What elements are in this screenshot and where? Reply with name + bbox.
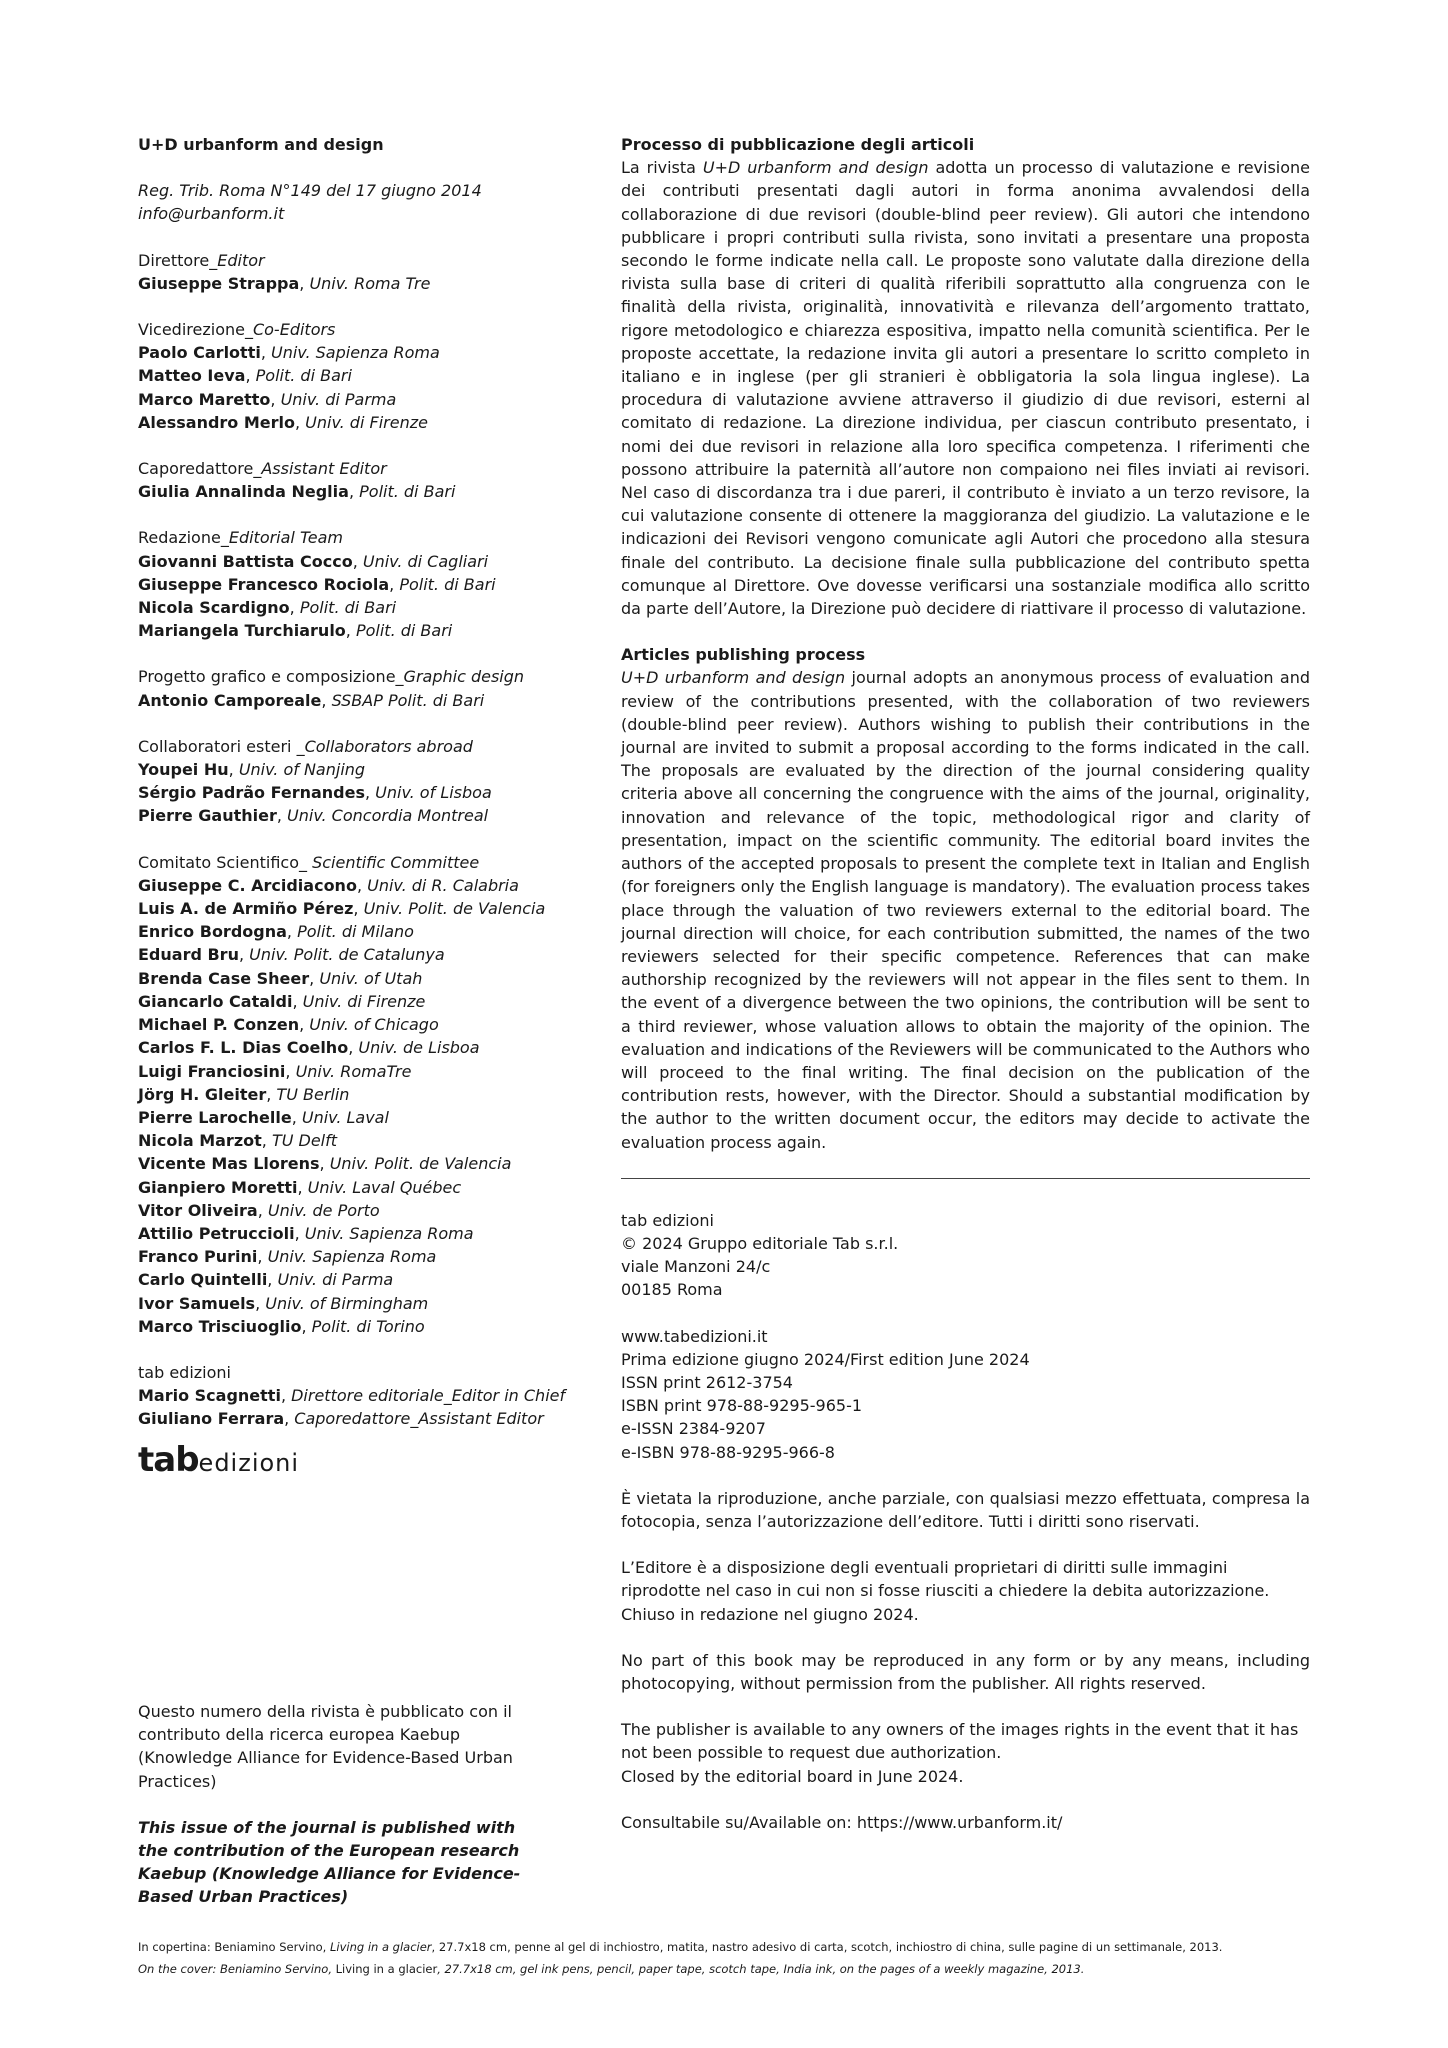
person-affiliation: Univ. di Cagliari [362,551,489,571]
person-entry [138,388,578,411]
separator: , [299,273,310,293]
section-title-it: Redazione_ [138,528,229,548]
spacer [138,503,578,526]
text-span: In copertina: Beniamino Servino, [138,1940,330,1954]
person-affiliation: TU Delft [271,1131,338,1151]
person-name: Sérgio Padrão Fernandes [138,783,365,803]
person-entry [138,1036,578,1059]
person-name: Ivor Samuels [138,1293,256,1313]
person-name: Carlos F. L. Dias Coelho [138,1038,349,1058]
person-affiliation: Polit. di Bari [399,574,496,594]
available-link[interactable]: Consultabile su/Available on: https://www.urbanform.it/ [621,1812,1063,1832]
rights-it: È vietata la riproduzione, anche parziale, con qualsiasi mezzo effettuata, compresa la fotocopia, senza l’autorizzazione dell’editore. Tutti i diritti sono riservati. [621,1488,1310,1531]
section-title-it: Progetto grafico e composizione_ [138,667,404,687]
spacer [138,712,578,735]
section-title-en: Editor [217,250,265,270]
artwork-title: Living in a glacier [329,1940,432,1954]
registration: Reg. Trib. Roma N°149 del 17 giugno 2014 [138,181,482,201]
text-span: On the cover: Beniamino Servino, [138,1962,336,1976]
rights-en: No part of this book may be reproduced in any form or by any means, including photocopying, without permission from the publisher. All rights reserved. [621,1650,1310,1693]
person-entry [138,1245,578,1268]
tab-edizioni-logo [138,1439,578,1480]
person-entry [138,804,578,827]
section-title [138,318,578,341]
section-title-en: Collaborators abroad [304,736,473,756]
logo-edizioni: edizioni [198,1448,300,1477]
info-line: viale Manzoni 24/c [621,1257,771,1277]
person-entry [138,874,578,897]
separator: , [309,968,320,988]
section-title-it: Direttore_ [138,250,218,270]
person-affiliation: TU Berlin [276,1084,350,1104]
info-line: tab edizioni [621,1210,714,1230]
separator: , [353,899,364,919]
person-name: Giuseppe C. Arcidiacono [138,875,357,895]
person-name: Nicola Scardigno [138,598,290,618]
separator: , [285,1061,296,1081]
person-name: Matteo Ieva [138,366,246,386]
person-name: Alessandro Merlo [138,412,295,432]
separator: , [321,690,332,710]
person-entry [138,480,578,503]
info-line: e-ISSN 2384-9207 [621,1419,766,1439]
person-affiliation: Univ. of Utah [319,968,423,988]
person-entry [138,1106,578,1129]
text-span: , 27.7x18 cm, gel ink pens, pencil, paper tape, scotch tape, India ink, on the pages of a weekly magazine, 2013. [437,1962,1085,1976]
person-affiliation: Polit. di Bari [255,366,352,386]
person-name: Gianpiero Moretti [138,1177,298,1197]
person-affiliation: Polit. di Bari [359,482,456,502]
publishing-column [621,133,1310,1834]
person-name: Vicente Mas Llorens [138,1154,320,1174]
info-line: ISSN print 2612-3754 [621,1372,793,1392]
info-line: L’Editore è a disposizione degli eventuali proprietari di diritti sulle immagini riprodotte nel caso in cui non si fosse riusciti a chiedere la debita autorizzazione. [621,1558,1270,1601]
person-name: Carlo Quintelli [138,1270,268,1290]
info-line: e-ISBN 978-88-9295-966-8 [621,1442,835,1462]
person-entry [138,1407,578,1430]
person-affiliation: Univ. Laval Québec [307,1177,462,1197]
person-name: Jörg H. Gleiter [138,1084,267,1104]
person-name: Giuliano Ferrara [138,1409,285,1429]
person-affiliation: Univ. of Chicago [309,1015,439,1035]
person-affiliation: Univ. di R. Calabria [367,875,519,895]
person-affiliation: Univ. de Lisboa [358,1038,480,1058]
process-text-it [621,156,1310,620]
person-entry [138,411,578,434]
person-entry [138,1268,578,1291]
contact-email[interactable]: info@urbanform.it [138,204,285,224]
section-title-it: Comitato Scientifico_ [138,852,313,872]
masthead-sections [138,226,578,1431]
info-line: © 2024 Gruppo editoriale Tab s.r.l. [621,1233,899,1253]
person-name: Marco Maretto [138,389,271,409]
person-affiliation: Univ. di Parma [277,1270,394,1290]
person-affiliation: Univ. Concordia Montreal [287,806,489,826]
journal-title: U+D urbanform and design [138,135,384,154]
person-entry [138,990,578,1013]
person-name: Giuseppe Francesco Rociola [138,574,390,594]
person-entry [138,619,578,642]
separator: , [348,482,360,502]
masthead-column [138,133,578,1480]
separator: , [257,1200,268,1220]
separator: , [295,412,306,432]
info-line: Chiuso in redazione nel giugno 2024. [621,1604,919,1624]
separator: , [289,598,300,618]
publisher-info [621,1209,1310,1302]
spacer [138,434,578,457]
person-affiliation: Univ. di Parma [280,389,397,409]
artwork-title: Living in a glacier [335,1962,438,1976]
separator: , [292,991,303,1011]
person-entry [138,897,578,920]
text-span: journal adopts an anonymous process of evaluation and review of the contributions presented, with the collaboration of two reviewers (double-blind peer review). Authors wishing to publish their contributions in the journal are invited to submit a proposal according to the forms indicated in the call. The proposals are evaluated by the direction of the journal considering quality criteria above all concerning the congruence with the aims of the journal, originality, innovation and relevance of the topic, methodological rigor and clarity of presentation, impact on the scientific community. The editorial board invites the authors of the accepted proposals to present the complete text in Italian and English (for foreigners only the English language is mandatory). The evaluation process takes place through the valuation of two reviewers external to the editorial board. The journal direction will choice, for each contribution submitted, the names of the two reviewers selected for their specific competence. References that can make authorship recognized by the reviewers will not appear in the files sent to them. In the event of a divergence between the two opinions, the contribution will be sent to a third reviewer, whose valuation allows to obtain the majority of the opinion. The evaluation and indications of the Reviewers will be communicated to the Authors who will proceed to the final writing. The final decision on the publication of the contribution rests, however, with the Director. Should a substantial modification by the author to the written document occur, the editors may decide to activate the evaluation process again. [621,668,1310,1152]
person-entry [138,1176,578,1199]
person-affiliation: Polit. di Torino [311,1316,425,1336]
person-affiliation: Univ. Polit. de Valencia [329,1154,512,1174]
separator: , [257,1247,268,1267]
person-affiliation: Univ. of Nanjing [238,760,366,780]
person-entry [138,1013,578,1036]
person-name: Antonio Camporeale [138,690,322,710]
person-affiliation: Univ. di Firenze [302,991,426,1011]
person-affiliation: Caporedattore_Assistant Editor [294,1409,544,1429]
person-name: Mariangela Turchiarulo [138,621,346,641]
person-name: Nicola Marzot [138,1131,262,1151]
journal-name: U+D urbanform and design [702,158,929,178]
edition-info [621,1325,1310,1464]
person-entry [138,596,578,619]
person-affiliation: Univ. of Birmingham [265,1293,429,1313]
person-affiliation: Univ. Sapienza Roma [271,343,440,363]
person-name: Attilio Petruccioli [138,1223,295,1243]
person-entry [138,1384,578,1407]
spacer [138,226,578,249]
spacer [138,828,578,851]
separator: , [345,621,356,641]
separator: , [238,945,250,965]
person-name: Michael P. Conzen [138,1015,300,1035]
section-title [138,665,578,688]
separator: , [266,1084,277,1104]
separator: , [267,1270,278,1290]
separator: , [228,760,239,780]
images-rights-en [621,1718,1310,1788]
section-title [138,735,578,758]
separator: , [294,1223,305,1243]
person-entry [138,781,578,804]
separator: , [280,1386,292,1406]
separator: , [286,922,298,942]
info-line: ISBN print 978-88-9295-965-1 [621,1396,863,1416]
person-entry [138,1129,578,1152]
person-entry [138,1292,578,1315]
separator: , [261,1131,272,1151]
kaebup-note-it: Questo numero della rivista è pubblicato con il contributo della ricerca europea Kaebup (Knowledge Alliance for Evidence-Based Urban Practices) [138,1702,513,1791]
separator: , [299,1015,310,1035]
info-line: Prima edizione giugno 2024/First edition June 2024 [621,1349,1030,1369]
spacer [138,1338,578,1361]
person-affiliation: Univ. Roma Tre [309,273,431,293]
separator: , [284,1409,295,1429]
person-affiliation: Polit. di Bari [299,598,397,618]
person-entry [138,1222,578,1245]
person-entry [138,920,578,943]
person-entry [138,1083,578,1106]
section-title [138,851,578,874]
kaebup-note [138,1700,538,1909]
journal-name: U+D urbanform and design [621,668,846,688]
person-affiliation: Univ. Sapienza Roma [267,1247,437,1267]
person-name: Giuseppe Strappa [138,273,300,293]
person-name: Giancarlo Cataldi [138,991,293,1011]
info-line: www.tabedizioni.it [621,1326,768,1346]
section-title-it: Collaboratori esteri _ [138,736,305,756]
divider [621,1178,1310,1179]
person-name: Pierre Larochelle [138,1107,292,1127]
separator: , [348,1038,359,1058]
separator: , [291,1107,302,1127]
person-name: Pierre Gauthier [138,806,277,826]
person-entry [138,573,578,596]
text-span: La rivista [621,158,703,178]
person-entry [138,364,578,387]
person-name: Eduard Bru [138,945,239,965]
cover-credit-it [138,1936,1338,1958]
person-entry [138,550,578,573]
person-affiliation: Direttore editoriale_Editor in Chief [291,1386,566,1406]
logo-tab: tab [138,1439,199,1480]
separator: , [276,806,288,826]
person-entry [138,341,578,364]
person-name: Giovanni Battista Cocco [138,551,353,571]
spacer [138,295,578,318]
person-affiliation: Univ. Polit. de Valencia [363,899,546,919]
person-name: Franco Purini [138,1247,258,1267]
person-name: Giulia Annalinda Neglia [138,482,349,502]
person-entry [138,1315,578,1338]
person-affiliation: Polit. di Bari [355,621,453,641]
section-title [138,457,578,480]
person-entry [138,967,578,990]
person-affiliation: SSBAP Polit. di Bari [331,690,485,710]
person-name: Youpei Hu [138,760,229,780]
text-span: adotta un processo di valutazione e revisione dei contributi presentati dagli autori in forma anonima avvalendosi della collaborazione di due revisori (double-blind peer review). Gli autori che intendono pubblicare i propri contributi sulla rivista, sono invitati a presentare una proposta secondo le forme indicate nella call. Le proposte sono valutate dalla direzione della rivista sulla base di criteri di qualità riferibili soprattutto alla congruenza con le finalità della rivista, originalità, innovatività e rilevanza dell’argomento trattato, rigore metodologico e chiarezza espositiva, impatto nella comunità scientifica. Per le proposte accettate, la redazione invita gli autori a presentare lo scritto completo in italiano e in inglese (per gli stranieri è obbligatoria la sola lingua inglese). La procedura di valutazione avviene attraverso il giudizio di due revisori, esterni al comitato di redazione. La direzione individua, per ciascun contributo presentato, i nomi dei due revisori in relazione alla loro specifica competenza. I riferimenti che possono attribuire la paternità all’autore non compaiono nei files inviati ai revisori. Nel caso di discordanza tra i due pareri, il contributo è inviato a un terzo revisore, la cui valutazione consente di ottenere la maggioranza del giudizio. La valutazione e le indicazioni dei Revisori vengono comunicate agli Autori che procedono alla stesura finale del contributo. La decisione finale sulla pubblicazione del contributo spetta comunque al Direttore. Ove dovesse verificarsi una sostanziale modifica allo scritto da parte dell’Autore, la Direzione può decidere di riattivare il processo di valutazione. [621,158,1311,619]
section-title-en: Assistant Editor [261,459,387,479]
heading-it: Processo di pubblicazione degli articoli [621,135,975,154]
person-affiliation: Polit. di Milano [297,922,414,942]
separator: , [365,783,376,803]
person-entry [138,1060,578,1083]
cover-credits [138,1936,1338,1980]
separator: , [319,1154,330,1174]
separator: , [255,1293,266,1313]
section-title-it: Caporedattore_ [138,459,262,479]
separator: , [301,1316,312,1336]
separator: , [260,343,271,363]
person-name: Vitor Oliveira [138,1200,258,1220]
images-rights-it [621,1556,1310,1626]
section-title-en: Scientific Committee [312,852,480,872]
section-title [138,1361,578,1384]
separator: , [297,1177,308,1197]
info-line: 00185 Roma [621,1280,723,1300]
person-entry [138,1152,578,1175]
person-affiliation: Univ. di Firenze [305,412,428,432]
separator: , [389,574,400,594]
separator: , [356,875,368,895]
person-name: Enrico Bordogna [138,922,287,942]
spacer [138,642,578,665]
info-line: Closed by the editorial board in June 2024. [621,1766,964,1786]
person-entry [138,943,578,966]
person-name: Brenda Case Sheer [138,968,310,988]
info-line: The publisher is available to any owners of the images rights in the event that it has not been possible to request due authorization. [621,1720,1299,1763]
person-affiliation: Univ. RomaTre [295,1061,412,1081]
person-affiliation: Univ. Sapienza Roma [304,1223,474,1243]
section-title [138,526,578,549]
person-entry [138,272,578,295]
section-title-it: tab edizioni [138,1362,231,1382]
person-name: Luis A. de Armiño Pérez [138,899,354,919]
person-affiliation: Univ. Polit. de Catalunya [249,945,445,965]
cover-credit-en [138,1958,1338,1980]
person-affiliation: Univ. Laval [301,1107,389,1127]
person-affiliation: Univ. of Lisboa [375,783,492,803]
person-affiliation: Univ. de Porto [267,1200,380,1220]
section-title-it: Vicedirezione_ [138,320,253,340]
person-name: Marco Trisciuoglio [138,1316,302,1336]
person-name: Mario Scagnetti [138,1386,281,1406]
separator: , [245,366,256,386]
person-name: Luigi Franciosini [138,1061,286,1081]
section-title-en: Graphic design [403,667,525,687]
person-entry [138,689,578,712]
section-title-en: Editorial Team [228,528,343,548]
section-title-en: Co-Editors [252,320,336,340]
heading-en: Articles publishing process [621,645,866,665]
separator: , [352,551,363,571]
kaebup-note-en: This issue of the journal is published with the contribution of the European research Kaebup (Knowledge Alliance for Evidence-Based Urban Practices) [138,1817,521,1907]
section-title [138,249,578,272]
process-text-en [621,666,1310,1153]
person-entry [138,758,578,781]
person-name: Paolo Carlotti [138,343,261,363]
text-span: , 27.7x18 cm, penne al gel di inchiostro, matita, nastro adesivo di carta, scotch, inchiostro di china, sulle pagine di un settimanale, 2013. [431,1940,1223,1954]
person-entry [138,1199,578,1222]
separator: , [270,389,281,409]
